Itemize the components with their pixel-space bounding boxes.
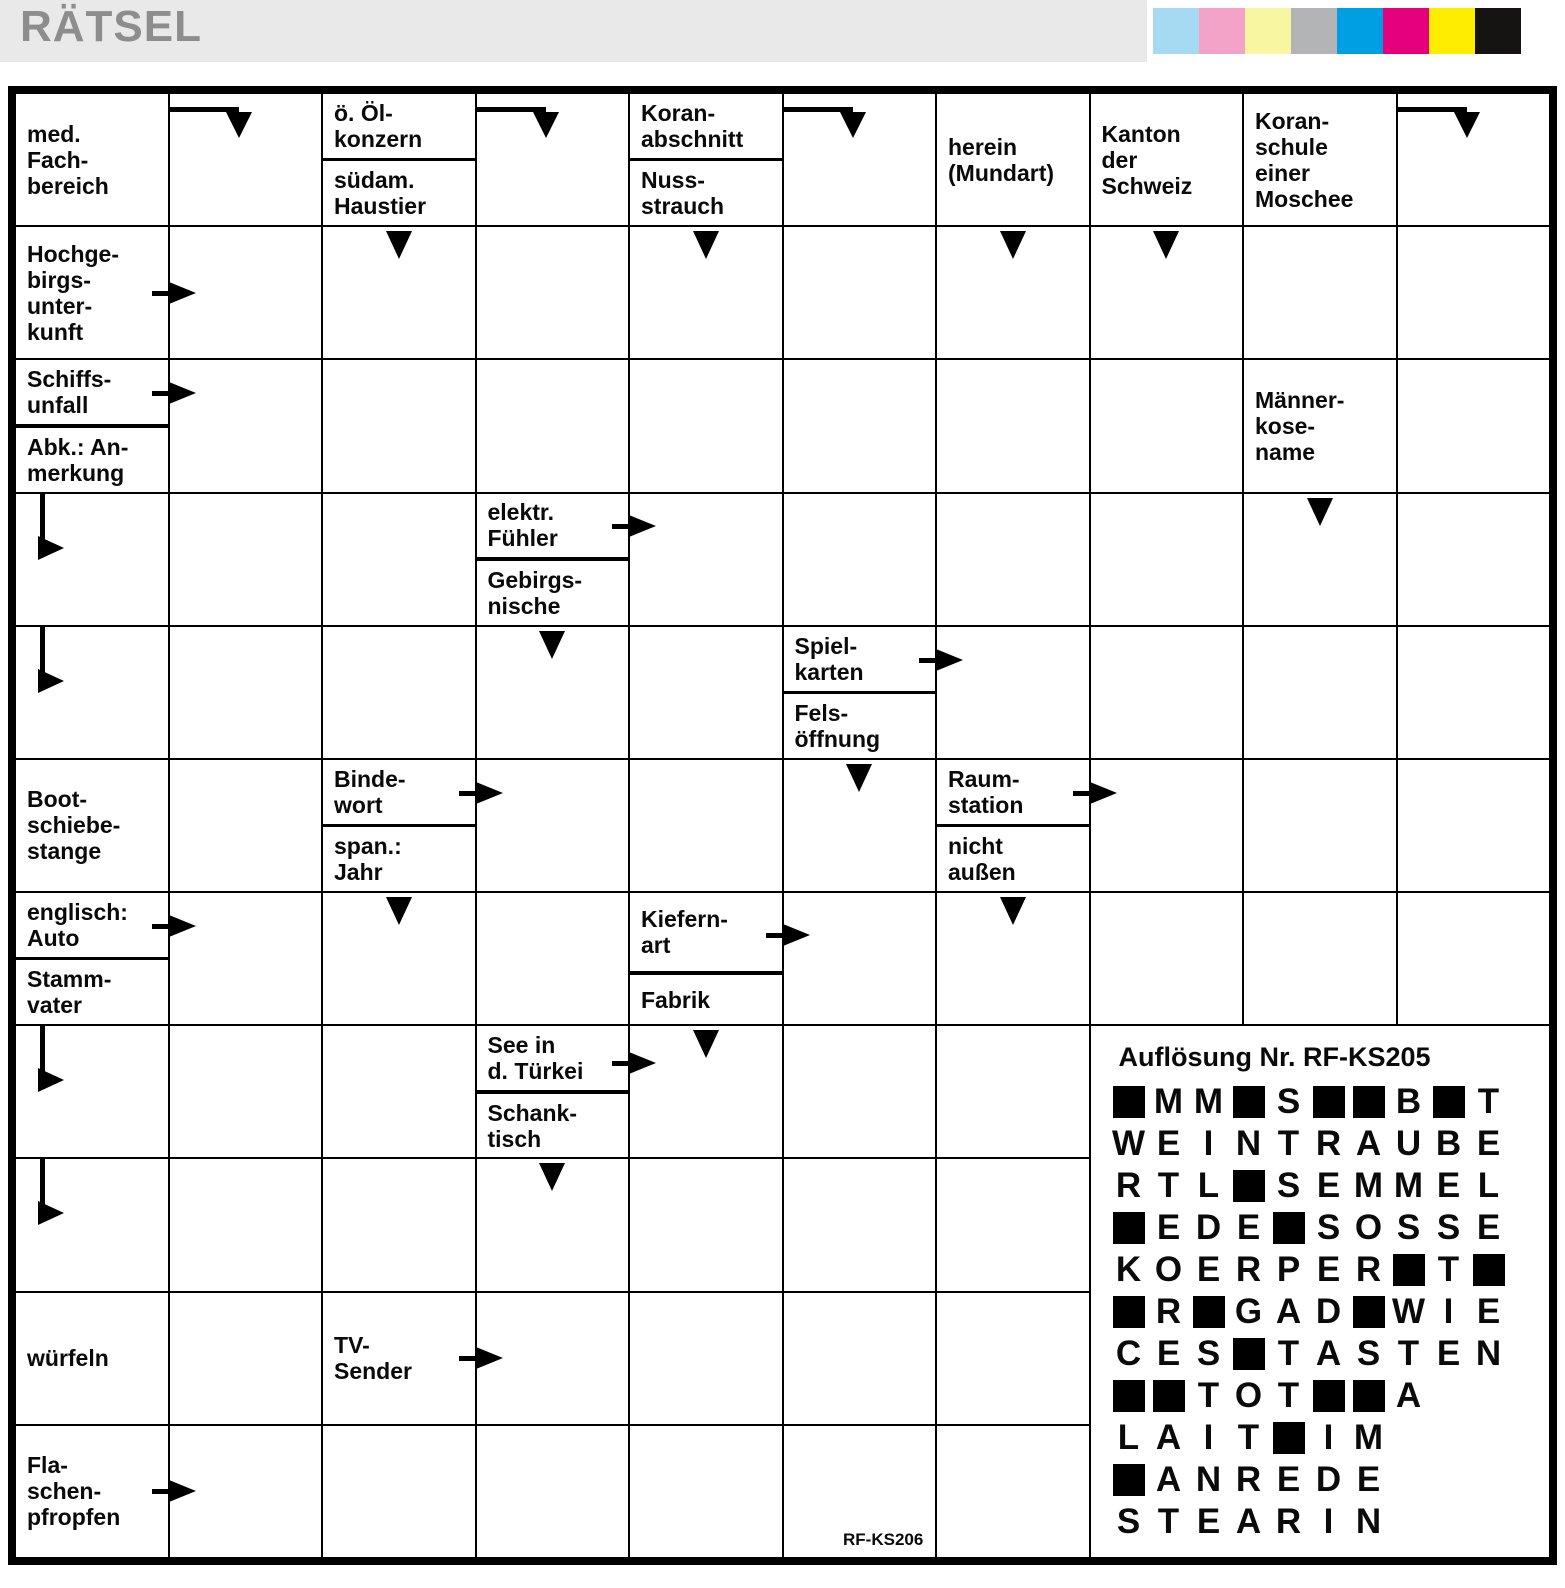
solution-block bbox=[1229, 1170, 1269, 1202]
answer-cell-r9c5 bbox=[629, 1158, 783, 1291]
answer-cell-r3c10 bbox=[1397, 359, 1551, 492]
answer-cell-r6c5 bbox=[629, 759, 783, 892]
solution-letter: S bbox=[1276, 1166, 1301, 1206]
answer-cell-r7c7 bbox=[936, 892, 1090, 1025]
solution-block bbox=[1429, 1086, 1469, 1118]
solution-letter: A bbox=[1155, 1460, 1182, 1500]
answer-cell-r8c2 bbox=[169, 1025, 323, 1158]
solution-letter: B bbox=[1395, 1082, 1422, 1122]
solution-letter: D bbox=[1315, 1460, 1342, 1500]
answer-cell-r5c1 bbox=[15, 626, 169, 759]
answer-cell-r7c4 bbox=[476, 892, 630, 1025]
down-arrow-icon bbox=[998, 230, 1028, 260]
solution-title: Auflösung Nr. RF-KS205 bbox=[1118, 1042, 1431, 1073]
right-arrow-icon bbox=[628, 1050, 658, 1076]
answer-cell-r4c8 bbox=[1090, 493, 1244, 626]
clue-text: Kanton der Schweiz bbox=[1101, 120, 1193, 199]
solution-block bbox=[1109, 1212, 1149, 1244]
clue-cell-r10c1 bbox=[15, 1292, 169, 1425]
clue-text: ö. Öl- konzern bbox=[334, 99, 423, 152]
solution-block bbox=[1269, 1422, 1309, 1454]
solution-letter: A bbox=[1315, 1334, 1342, 1374]
right-arrow-icon bbox=[628, 513, 658, 539]
right-arrow-icon bbox=[782, 922, 812, 948]
color-swatch bbox=[1199, 8, 1245, 54]
solution-box bbox=[1090, 1025, 1551, 1558]
solution-block bbox=[1269, 1212, 1309, 1244]
solution-letter: B bbox=[1435, 1124, 1462, 1164]
answer-cell-r4c9 bbox=[1243, 493, 1397, 626]
hook-right-arrow-icon bbox=[24, 1157, 66, 1229]
solution-block bbox=[1109, 1296, 1149, 1328]
solution-letter: E bbox=[1276, 1460, 1301, 1500]
solution-row bbox=[1109, 1375, 1544, 1417]
solution-row bbox=[1109, 1417, 1544, 1459]
solution-letter: E bbox=[1436, 1334, 1461, 1374]
solution-letter: A bbox=[1355, 1124, 1382, 1164]
solution-letter: I bbox=[1203, 1418, 1214, 1458]
solution-letter: I bbox=[1323, 1418, 1334, 1458]
right-arrow-icon bbox=[935, 647, 965, 673]
clue-cell-r1c5 bbox=[629, 93, 783, 226]
solution-letter: R bbox=[1315, 1124, 1342, 1164]
answer-cell-r2c3 bbox=[322, 226, 476, 359]
answer-cell-r4c1 bbox=[15, 493, 169, 626]
answer-cell-r9c4 bbox=[476, 1158, 630, 1291]
solution-letter: W bbox=[1111, 1124, 1146, 1164]
bent-down-arrow-icon bbox=[839, 111, 867, 139]
right-arrow-icon bbox=[475, 780, 505, 806]
solution-letter: S bbox=[1396, 1208, 1421, 1248]
answer-cell-r2c5 bbox=[629, 226, 783, 359]
clue-text: Schank- tisch bbox=[487, 1099, 577, 1152]
solution-letter: E bbox=[1156, 1208, 1181, 1248]
color-swatch bbox=[1291, 8, 1337, 54]
answer-cell-r8c6 bbox=[783, 1025, 937, 1158]
page-title: RÄTSEL bbox=[20, 2, 202, 51]
clue-text: Fels- öffnung bbox=[794, 699, 881, 752]
clue-text: med. Fach- bereich bbox=[27, 120, 109, 199]
solution-letter: A bbox=[1155, 1418, 1182, 1458]
solution-block bbox=[1389, 1254, 1429, 1286]
clue-cell-r6c7 bbox=[936, 759, 1090, 892]
solution-row bbox=[1109, 1081, 1544, 1123]
answer-cell-r4c6 bbox=[783, 493, 937, 626]
hook-right-arrow-icon bbox=[24, 492, 66, 564]
right-arrow-icon bbox=[168, 1478, 198, 1504]
solution-letter: M bbox=[1393, 1166, 1424, 1206]
bent-down-arrow-icon bbox=[532, 111, 560, 139]
solution-letter: E bbox=[1316, 1166, 1341, 1206]
answer-cell-r5c10 bbox=[1397, 626, 1551, 759]
clue-text: Gebirgs- nische bbox=[487, 566, 583, 619]
color-swatch bbox=[1429, 8, 1475, 54]
answer-cell-r4c5 bbox=[629, 493, 783, 626]
hook-right-arrow-icon bbox=[24, 625, 66, 697]
answer-cell-r8c1 bbox=[15, 1025, 169, 1158]
color-swatch bbox=[1153, 8, 1199, 54]
solution-letter: T bbox=[1277, 1334, 1300, 1374]
solution-letter: S bbox=[1316, 1208, 1341, 1248]
solution-letter: T bbox=[1157, 1502, 1180, 1542]
solution-letter: R bbox=[1115, 1166, 1142, 1206]
clue-cell-r1c8 bbox=[1090, 93, 1244, 226]
clue-cell-r11c1 bbox=[15, 1425, 169, 1558]
solution-letter: E bbox=[1476, 1124, 1501, 1164]
answer-cell-r2c8 bbox=[1090, 226, 1244, 359]
down-arrow-icon bbox=[537, 630, 567, 660]
solution-row bbox=[1109, 1501, 1544, 1543]
answer-cell-r9c6 bbox=[783, 1158, 937, 1291]
solution-letter: E bbox=[1476, 1292, 1501, 1332]
page-header bbox=[0, 0, 1565, 62]
answer-cell-r2c2 bbox=[169, 226, 323, 359]
answer-cell-r10c7 bbox=[936, 1292, 1090, 1425]
clue-cell-r5c6 bbox=[783, 626, 937, 759]
down-arrow-icon bbox=[537, 1162, 567, 1192]
answer-cell-r5c7 bbox=[936, 626, 1090, 759]
solution-letter: L bbox=[1477, 1166, 1500, 1206]
puzzle-code-label: RF-KS206 bbox=[843, 1530, 924, 1549]
answer-cell-r7c9 bbox=[1243, 892, 1397, 1025]
clue-text: Nuss- strauch bbox=[641, 167, 725, 220]
color-swatch bbox=[1337, 8, 1383, 54]
down-arrow-icon bbox=[384, 896, 414, 926]
answer-cell-r9c1 bbox=[15, 1158, 169, 1291]
clue-text: Koran- schule einer Moschee bbox=[1255, 107, 1354, 212]
down-arrow-icon bbox=[998, 896, 1028, 926]
solution-row bbox=[1109, 1291, 1544, 1333]
answer-cell-r4c3 bbox=[322, 493, 476, 626]
solution-letter: T bbox=[1277, 1124, 1300, 1164]
solution-block bbox=[1309, 1380, 1349, 1412]
clue-text: Spiel- karten bbox=[794, 632, 864, 685]
hook-right-arrow-icon bbox=[24, 1024, 66, 1096]
solution-block bbox=[1109, 1086, 1149, 1118]
solution-letter: E bbox=[1476, 1208, 1501, 1248]
down-arrow-icon bbox=[844, 763, 874, 793]
solution-letter: G bbox=[1234, 1292, 1263, 1332]
solution-letter: N bbox=[1195, 1460, 1222, 1500]
answer-cell-r2c7 bbox=[936, 226, 1090, 359]
solution-row bbox=[1109, 1207, 1544, 1249]
answer-cell-r5c4 bbox=[476, 626, 630, 759]
answer-cell-r8c3 bbox=[322, 1025, 476, 1158]
answer-cell-r3c4 bbox=[476, 359, 630, 492]
solution-letter: N bbox=[1235, 1124, 1262, 1164]
clue-text: Koran- abschnitt bbox=[641, 99, 744, 152]
clue-cell-r3c1 bbox=[15, 359, 169, 492]
answer-cell-r10c2 bbox=[169, 1292, 323, 1425]
clue-text: Schiffs- unfall bbox=[27, 366, 112, 419]
clue-text: englisch: Auto bbox=[27, 899, 128, 951]
answer-cell-r3c8 bbox=[1090, 359, 1244, 492]
answer-cell-r5c3 bbox=[322, 626, 476, 759]
answer-cell-r6c10 bbox=[1397, 759, 1551, 892]
solution-letter: E bbox=[1196, 1250, 1221, 1290]
solution-block bbox=[1349, 1380, 1389, 1412]
solution-row bbox=[1109, 1459, 1544, 1501]
answer-cell-r3c7 bbox=[936, 359, 1090, 492]
solution-letter: S bbox=[1276, 1082, 1301, 1122]
clue-cell-r1c3 bbox=[322, 93, 476, 226]
right-arrow-icon bbox=[168, 380, 198, 406]
answer-cell-r8c5 bbox=[629, 1025, 783, 1158]
answer-cell-r7c10 bbox=[1397, 892, 1551, 1025]
answer-cell-r5c2 bbox=[169, 626, 323, 759]
solution-block bbox=[1109, 1464, 1149, 1496]
clue-text: Hochge- birgs- unter- kunft bbox=[27, 240, 119, 345]
solution-letter: E bbox=[1156, 1124, 1181, 1164]
clue-text: TV- Sender bbox=[334, 1332, 412, 1385]
solution-letter: S bbox=[1196, 1334, 1221, 1374]
answer-cell-r6c2 bbox=[169, 759, 323, 892]
solution-letter: K bbox=[1115, 1250, 1142, 1290]
solution-letter: O bbox=[1234, 1376, 1263, 1416]
solution-letter: L bbox=[1117, 1418, 1140, 1458]
bent-down-arrow-icon bbox=[1453, 111, 1481, 139]
answer-cell-r7c2 bbox=[169, 892, 323, 1025]
solution-letter: M bbox=[1353, 1418, 1384, 1458]
solution-letter: D bbox=[1315, 1292, 1342, 1332]
answer-cell-r6c8 bbox=[1090, 759, 1244, 892]
solution-letter: S bbox=[1436, 1208, 1461, 1248]
solution-letter: M bbox=[1153, 1082, 1184, 1122]
clue-text: Binde- wort bbox=[334, 765, 406, 818]
solution-letter: S bbox=[1356, 1334, 1381, 1374]
answer-cell-r6c4 bbox=[476, 759, 630, 892]
solution-block bbox=[1349, 1296, 1389, 1328]
solution-letter: O bbox=[1154, 1250, 1183, 1290]
clue-cell-r10c3 bbox=[322, 1292, 476, 1425]
answer-cell-r2c6 bbox=[783, 226, 937, 359]
solution-letter: M bbox=[1193, 1082, 1224, 1122]
right-arrow-icon bbox=[1089, 780, 1119, 806]
clue-text: Raum- station bbox=[948, 765, 1024, 818]
answer-cell-r5c5 bbox=[629, 626, 783, 759]
answer-cell-r1c2 bbox=[169, 93, 323, 226]
answer-cell-r1c4 bbox=[476, 93, 630, 226]
clue-cell-r4c4 bbox=[476, 493, 630, 626]
answer-cell-r9c2 bbox=[169, 1158, 323, 1291]
answer-cell-r5c8 bbox=[1090, 626, 1244, 759]
answer-cell-r7c8 bbox=[1090, 892, 1244, 1025]
clue-text: nicht außen bbox=[948, 833, 1016, 886]
down-arrow-icon bbox=[1151, 230, 1181, 260]
solution-letter: R bbox=[1235, 1250, 1262, 1290]
solution-letter: T bbox=[1277, 1376, 1300, 1416]
answer-cell-r2c10 bbox=[1397, 226, 1551, 359]
solution-block bbox=[1469, 1254, 1509, 1286]
clue-text: See in d. Türkei bbox=[487, 1032, 584, 1085]
answer-cell-r9c3 bbox=[322, 1158, 476, 1291]
solution-block bbox=[1309, 1086, 1349, 1118]
answer-cell-r1c6 bbox=[783, 93, 937, 226]
answer-cell-r3c3 bbox=[322, 359, 476, 492]
solution-letter: U bbox=[1395, 1124, 1422, 1164]
solution-block bbox=[1109, 1380, 1149, 1412]
solution-letter: A bbox=[1395, 1376, 1422, 1416]
solution-letter: T bbox=[1397, 1334, 1420, 1374]
solution-row bbox=[1109, 1165, 1544, 1207]
solution-row bbox=[1109, 1123, 1544, 1165]
solution-letter: E bbox=[1196, 1502, 1221, 1542]
solution-letter: T bbox=[1477, 1082, 1500, 1122]
clue-cell-r8c4 bbox=[476, 1025, 630, 1158]
right-arrow-icon bbox=[168, 280, 198, 306]
clue-text: herein (Mundart) bbox=[948, 133, 1055, 186]
answer-cell-r10c4 bbox=[476, 1292, 630, 1425]
solution-letter: T bbox=[1237, 1418, 1260, 1458]
clue-cell-r6c1 bbox=[15, 759, 169, 892]
answer-cell-r11c4 bbox=[476, 1425, 630, 1558]
right-arrow-icon bbox=[475, 1345, 505, 1371]
color-swatch bbox=[1383, 8, 1429, 54]
answer-cell-r4c2 bbox=[169, 493, 323, 626]
clue-text: span.: Jahr bbox=[334, 833, 402, 886]
solution-letter: R bbox=[1355, 1250, 1382, 1290]
answer-cell-r7c3 bbox=[322, 892, 476, 1025]
color-calibration-bar bbox=[1147, 0, 1565, 62]
solution-block bbox=[1229, 1338, 1269, 1370]
solution-letter: R bbox=[1155, 1292, 1182, 1332]
clue-cell-r7c1 bbox=[15, 892, 169, 1025]
answer-cell-r6c9 bbox=[1243, 759, 1397, 892]
answer-cell-r6c6 bbox=[783, 759, 937, 892]
clue-text: würfeln bbox=[27, 1345, 109, 1372]
clue-cell-r3c9 bbox=[1243, 359, 1397, 492]
crossword-grid bbox=[8, 86, 1557, 1565]
down-arrow-icon bbox=[691, 1029, 721, 1059]
solution-letter: I bbox=[1203, 1124, 1214, 1164]
clue-text: Fla- schen- pfropfen bbox=[27, 1452, 121, 1531]
solution-letter: P bbox=[1276, 1250, 1301, 1290]
solution-block bbox=[1229, 1086, 1269, 1118]
color-swatch bbox=[1245, 8, 1291, 54]
solution-letter: C bbox=[1115, 1334, 1142, 1374]
answer-cell-r11c3 bbox=[322, 1425, 476, 1558]
clue-text: Männer- kose- name bbox=[1255, 386, 1345, 465]
solution-letter: A bbox=[1235, 1502, 1262, 1542]
solution-letter: T bbox=[1437, 1250, 1460, 1290]
bent-down-arrow-icon bbox=[225, 111, 253, 139]
solution-letter: N bbox=[1355, 1502, 1382, 1542]
answer-cell-r3c6 bbox=[783, 359, 937, 492]
clue-text: elektr. Fühler bbox=[487, 499, 558, 552]
answer-cell-r10c6 bbox=[783, 1292, 937, 1425]
solution-letter: R bbox=[1235, 1460, 1262, 1500]
down-arrow-icon bbox=[691, 230, 721, 260]
solution-letter: S bbox=[1116, 1502, 1141, 1542]
solution-row bbox=[1109, 1249, 1544, 1291]
solution-letter: O bbox=[1354, 1208, 1383, 1248]
answer-cell-r4c10 bbox=[1397, 493, 1551, 626]
clue-text: Fabrik bbox=[641, 986, 711, 1013]
answer-cell-r10c5 bbox=[629, 1292, 783, 1425]
clue-cell-r2c1 bbox=[15, 226, 169, 359]
answer-cell-r5c9 bbox=[1243, 626, 1397, 759]
solution-letter: E bbox=[1356, 1460, 1381, 1500]
right-arrow-icon bbox=[168, 913, 198, 939]
down-arrow-icon bbox=[1305, 497, 1335, 527]
answer-cell-r3c5 bbox=[629, 359, 783, 492]
clue-text: südam. Haustier bbox=[334, 167, 427, 220]
clue-cell-r1c1 bbox=[15, 93, 169, 226]
answer-cell-r1c10 bbox=[1397, 93, 1551, 226]
clue-text: Boot- schiebe- stange bbox=[27, 786, 121, 865]
solution-letter: E bbox=[1316, 1250, 1341, 1290]
answer-cell-r11c2 bbox=[169, 1425, 323, 1558]
answer-cell-r3c2 bbox=[169, 359, 323, 492]
color-swatch bbox=[1475, 8, 1521, 54]
solution-block bbox=[1189, 1296, 1229, 1328]
solution-letter: T bbox=[1197, 1376, 1220, 1416]
solution-letter: N bbox=[1475, 1334, 1502, 1374]
solution-letter: I bbox=[1443, 1292, 1454, 1332]
solution-block bbox=[1149, 1380, 1189, 1412]
answer-cell-r11c5 bbox=[629, 1425, 783, 1558]
solution-rows bbox=[1109, 1081, 1544, 1543]
solution-letter: E bbox=[1436, 1166, 1461, 1206]
answer-cell-r4c7 bbox=[936, 493, 1090, 626]
clue-text: Kiefern- art bbox=[641, 906, 728, 959]
clue-cell-r6c3 bbox=[322, 759, 476, 892]
answer-cell-r2c9 bbox=[1243, 226, 1397, 359]
answer-cell-r8c7 bbox=[936, 1025, 1090, 1158]
solution-letter: R bbox=[1275, 1502, 1302, 1542]
clue-text: Stamm- vater bbox=[27, 966, 112, 1019]
down-arrow-icon bbox=[384, 230, 414, 260]
solution-letter: D bbox=[1195, 1208, 1222, 1248]
solution-row bbox=[1109, 1333, 1544, 1375]
solution-block bbox=[1349, 1086, 1389, 1118]
solution-letter: A bbox=[1275, 1292, 1302, 1332]
clue-cell-r7c5 bbox=[629, 892, 783, 1025]
answer-cell-r9c7 bbox=[936, 1158, 1090, 1291]
solution-letter: I bbox=[1323, 1502, 1334, 1542]
clue-cell-r1c7 bbox=[936, 93, 1090, 226]
solution-letter: W bbox=[1391, 1292, 1426, 1332]
clue-text: Abk.: An- merkung bbox=[27, 433, 129, 486]
answer-cell-r2c4 bbox=[476, 226, 630, 359]
clue-cell-r1c9 bbox=[1243, 93, 1397, 226]
solution-letter: L bbox=[1197, 1166, 1220, 1206]
solution-letter: T bbox=[1157, 1166, 1180, 1206]
solution-letter: E bbox=[1156, 1334, 1181, 1374]
solution-letter: E bbox=[1236, 1208, 1261, 1248]
solution-letter: M bbox=[1353, 1166, 1384, 1206]
answer-cell-r7c6 bbox=[783, 892, 937, 1025]
answer-cell-r11c7 bbox=[936, 1425, 1090, 1558]
